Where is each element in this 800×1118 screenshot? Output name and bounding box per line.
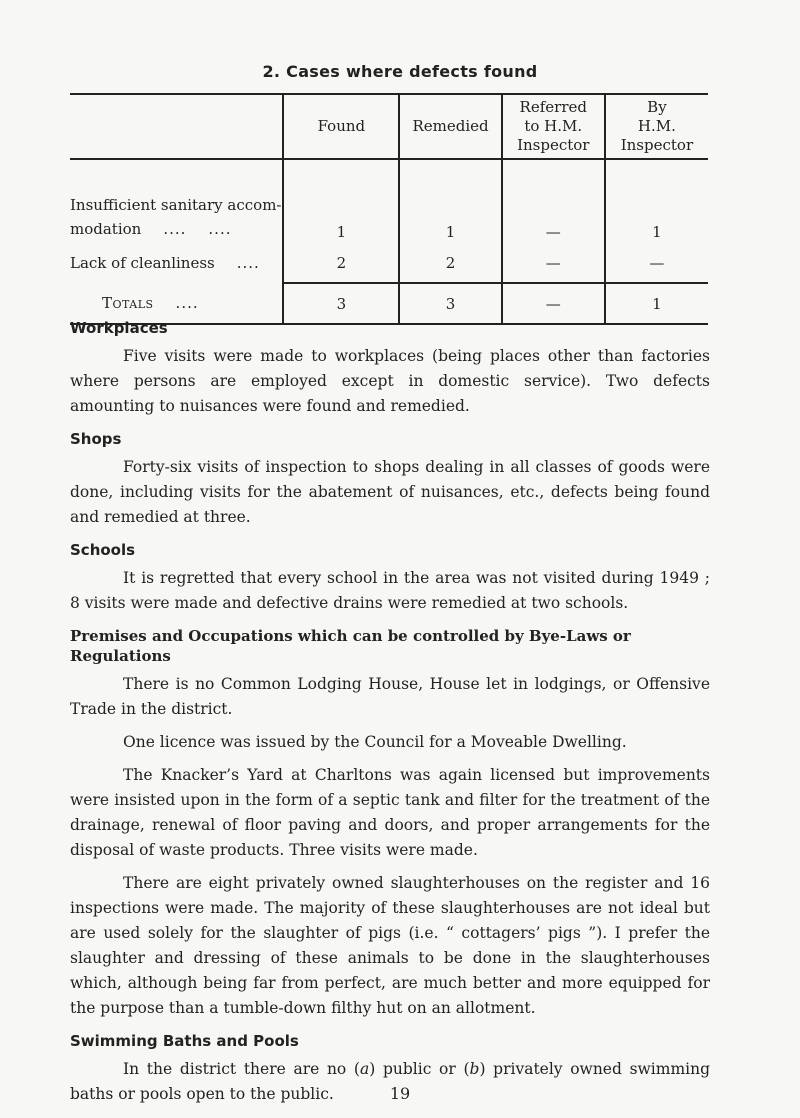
paragraph-part: In the district there are no ( — [123, 1060, 360, 1078]
leader-dots: .... — [175, 294, 199, 312]
section-heading: Swimming Baths and Pools — [70, 1032, 299, 1050]
section-heading: Schools — [70, 541, 136, 559]
row-label — [70, 159, 283, 243]
cell-remedied: 1 — [399, 159, 501, 243]
paragraph: There are eight privately owned slaughterhouses on the register and 16 inspections were made. The majority of these slaughterhouses are not ideal but are used solely for the slaughter of pigs (i.e. “ cottagers’ pigs ”). I prefer the slaughter and dressing of these animals to be done in the slaughterhouses which, although being far from perfect, are much better and more equipped for the purpose than a tumble-down filthy hut on an allotment. — [70, 874, 710, 1017]
header-referred-line1: Referred — [519, 98, 587, 116]
paragraph-letter: b — [469, 1060, 480, 1078]
header-referred — [502, 94, 605, 159]
paragraph: It is regretted that every school in the area was not visited during 1949 ; 8 visits were made and defective drains were remedied at two schools. — [70, 569, 710, 612]
table-header-row — [70, 94, 708, 159]
page-number: 19 — [389, 1084, 411, 1103]
cell-found: 1 — [283, 159, 399, 243]
row-label — [70, 243, 283, 283]
header-referred-line3: Inspector — [517, 136, 590, 154]
section-heading: Workplaces — [70, 319, 168, 337]
paragraph: There is no Common Lodging House, House let in lodgings, or Offensive Trade in the district. — [70, 675, 710, 718]
totals-label-text: Totals — [102, 294, 154, 312]
table-row — [70, 243, 708, 283]
totals-by-hm: 1 — [605, 283, 708, 324]
cell-remedied: 2 — [399, 243, 501, 283]
cell-by-hm: 1 — [605, 159, 708, 243]
cell-by-hm: — — [605, 243, 708, 283]
paragraph: Five visits were made to workplaces (being places other than factories where persons are employed except in domestic service). Two defects amounting to nuisances were found and remedied. — [70, 347, 710, 415]
cell-found: 2 — [283, 243, 399, 283]
row-label-text: Lack of cleanliness — [70, 254, 215, 272]
row-label-line1: Insufficient sanitary accom- — [70, 196, 282, 214]
section-shops — [70, 429, 710, 530]
leader-dots: .... — [208, 220, 232, 238]
paragraph: The Knacker’s Yard at Charltons was again licensed but improvements were insisted upon in the form of a septic tank and filter for the treatment of the drainage, renewal of floor paving and doors, and proper arrangements for the disposal of waste products. Three visits were made. — [70, 766, 710, 859]
header-by-hm — [605, 94, 708, 159]
leader-dots: .... — [236, 254, 260, 272]
paragraph-part: ) privately owned swimming baths or pools open to the public. — [70, 1060, 710, 1103]
row-label-line2: modation — [70, 220, 142, 238]
paragraph-letter: a — [359, 1060, 370, 1078]
totals-found: 3 — [283, 283, 399, 324]
header-found: Found — [283, 94, 399, 159]
cell-referred: — — [502, 159, 605, 243]
cell-referred: — — [502, 243, 605, 283]
totals-referred: — — [502, 283, 605, 324]
header-referred-line2: to H.M. — [524, 117, 583, 135]
table-row — [70, 159, 708, 243]
paragraph: Forty-six visits of inspection to shops dealing in all classes of goods were done, including visits for the abatement of nuisances, etc., defects being found and remedied at three. — [70, 458, 710, 526]
header-remedied: Remedied — [399, 94, 501, 159]
defects-table — [70, 93, 708, 325]
header-by-hm-line1: By — [647, 98, 667, 116]
header-by-hm-line3: Inspector — [620, 136, 694, 154]
paragraph-part: ) public or ( — [369, 1060, 470, 1078]
section-premises — [70, 626, 710, 1021]
totals-remedied: 3 — [399, 283, 501, 324]
section-schools — [70, 540, 710, 616]
section-heading: Premises and Occupations which can be controlled by Bye-Laws or Regulations — [70, 627, 631, 665]
section-workplaces — [70, 318, 710, 419]
table-title: 2. Cases where defects found — [262, 62, 538, 81]
header-by-hm-line2: H.M. — [637, 117, 676, 135]
paragraph: One licence was issued by the Council for a Moveable Dwelling. — [123, 733, 627, 751]
body-text — [70, 318, 710, 1117]
header-blank — [70, 94, 283, 159]
leader-dots: .... — [163, 220, 187, 238]
section-heading: Shops — [70, 430, 122, 448]
